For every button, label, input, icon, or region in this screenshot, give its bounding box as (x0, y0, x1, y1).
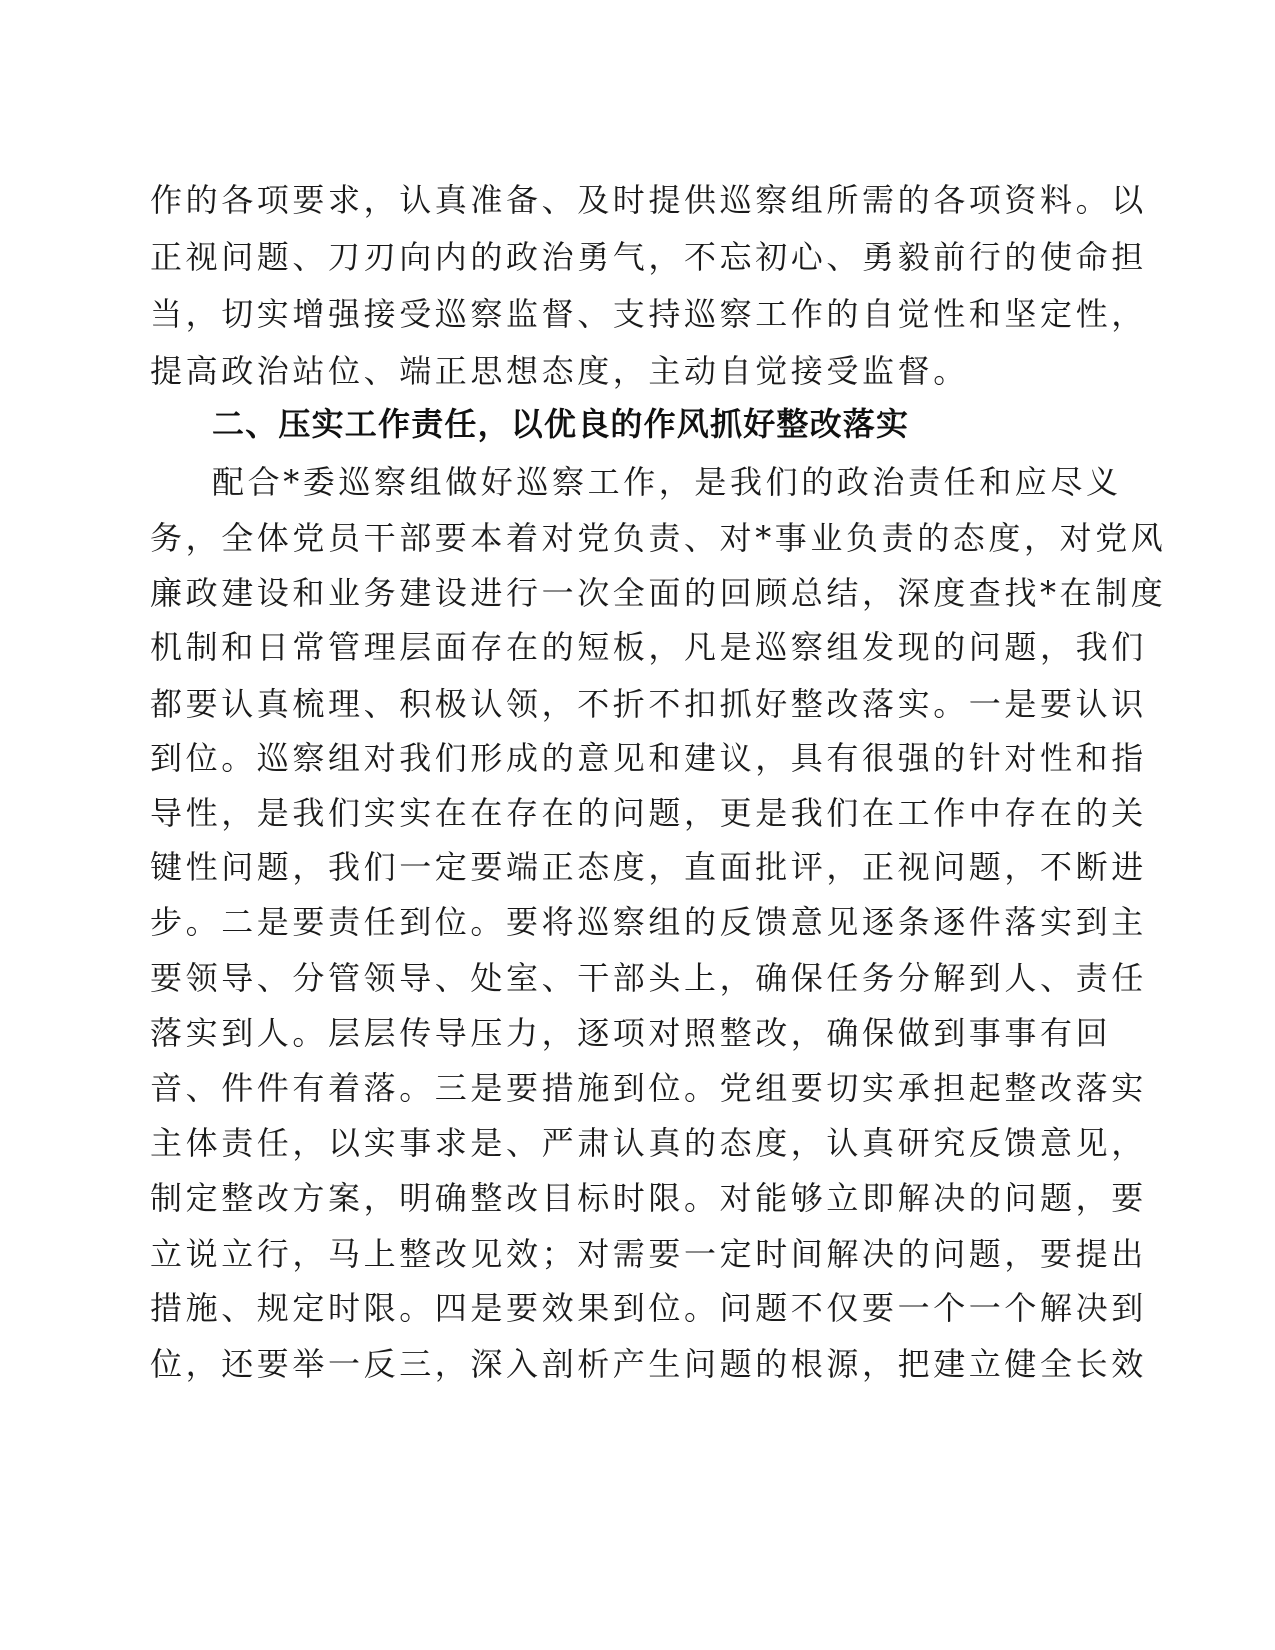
section-heading: 二、压实工作责任，以优良的作风抓好整改落实 (212, 405, 910, 443)
body-text-line: 步。二是要责任到位。要将巡察组的反馈意见逐条逐件落实到主 (150, 903, 1147, 941)
body-text-line: 作的各项要求，认真准备、及时提供巡察组所需的各项资料。以 (150, 181, 1147, 219)
body-text-line: 提高政治站位、端正思想态度，主动自觉接受监督。 (150, 352, 969, 390)
body-text-line: 要领导、分管领导、处室、干部头上，确保任务分解到人、责任 (150, 959, 1147, 997)
body-text-line: 导性，是我们实实在在存在的问题，更是我们在工作中存在的关 (150, 794, 1147, 832)
body-text-line: 措施、规定时限。四是要效果到位。问题不仅要一个一个解决到 (150, 1289, 1147, 1327)
body-text-line: 正视问题、刀刃向内的政治勇气，不忘初心、勇毅前行的使命担 (150, 238, 1147, 276)
body-text-line: 制定整改方案，明确整改目标时限。对能够立即解决的问题，要 (150, 1179, 1147, 1217)
body-text-line: 机制和日常管理层面存在的短板，凡是巡察组发现的问题，我们 (150, 628, 1147, 666)
body-text-line: 都要认真梳理、积极认领，不折不扣抓好整改落实。一是要认识 (150, 685, 1147, 723)
body-text-line: 当，切实增强接受巡察监督、支持巡察工作的自觉性和坚定性， (150, 295, 1147, 333)
body-text-line: 立说立行，马上整改见效；对需要一定时间解决的问题，要提出 (150, 1235, 1147, 1273)
body-text-line: 音、件件有着落。三是要措施到位。党组要切实承担起整改落实 (150, 1069, 1147, 1107)
body-text-line: 主体责任，以实事求是、严肃认真的态度，认真研究反馈意见， (150, 1124, 1147, 1162)
paragraph-first-line: 配合*委巡察组做好巡察工作，是我们的政治责任和应尽义 (212, 463, 1122, 501)
body-text-line: 位，还要举一反三，深入剖析产生问题的根源，把建立健全长效 (150, 1345, 1147, 1383)
body-text-line: 键性问题，我们一定要端正态度，直面批评，正视问题，不断进 (150, 848, 1147, 886)
body-text-line: 务，全体党员干部要本着对党负责、对*事业负责的态度，对党风 (150, 519, 1167, 557)
body-text-line: 廉政建设和业务建设进行一次全面的回顾总结，深度查找*在制度 (150, 574, 1167, 612)
body-text-line: 落实到人。层层传导压力，逐项对照整改，确保做到事事有回 (150, 1014, 1112, 1052)
body-text-line: 到位。巡察组对我们形成的意见和建议，具有很强的针对性和指 (150, 739, 1147, 777)
